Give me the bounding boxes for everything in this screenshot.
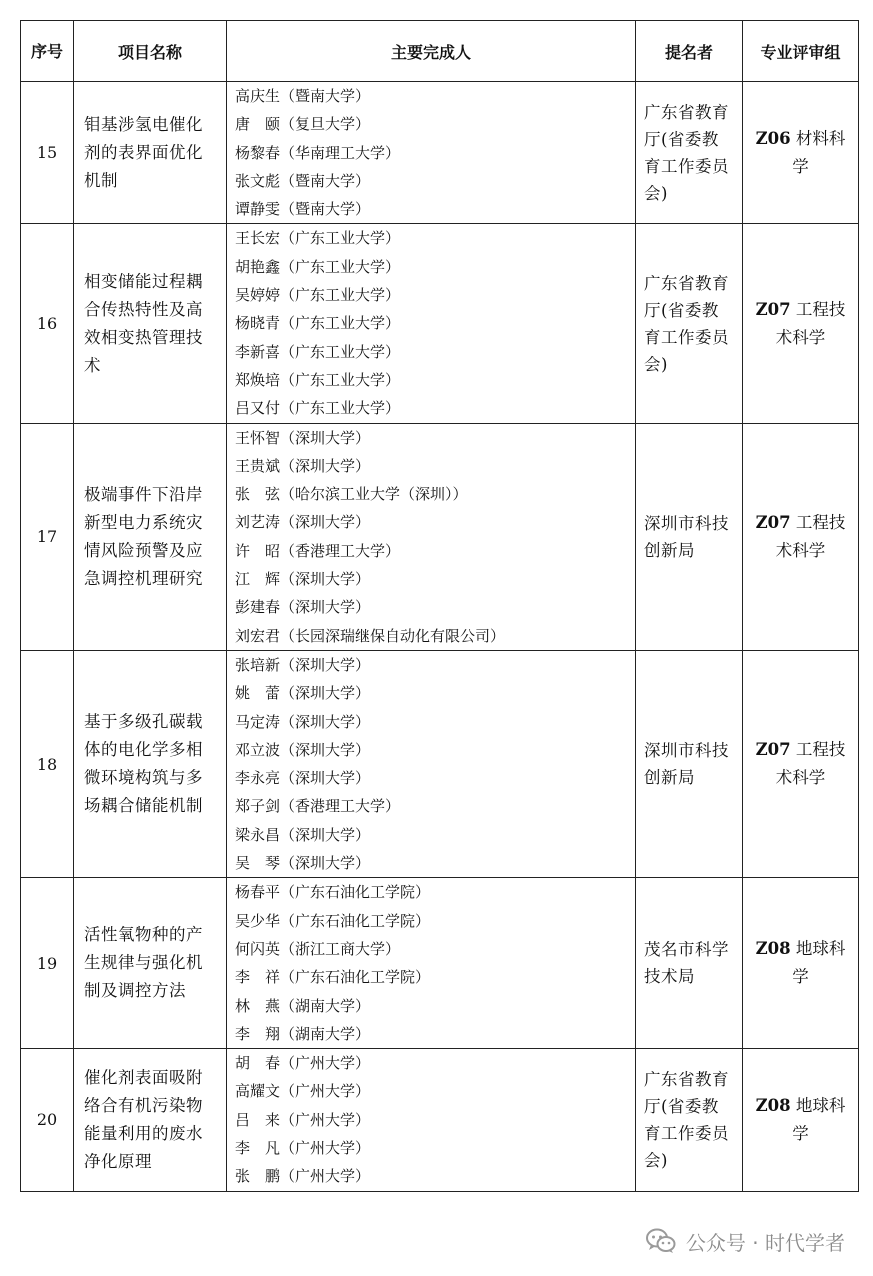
watermark [646,1224,845,1258]
person: 胡 春（广州大学） [235,1054,371,1073]
person: 吴 琴（深圳大学） [235,854,371,873]
header-no-text: 序号 [30,41,63,61]
people-list [227,82,636,224]
header-panel: 专业评审组 [743,21,859,82]
person: 林 燕（湖南大学） [235,996,371,1015]
person: 高耀文（广州大学） [235,1082,371,1101]
panel-name: 材料科学 [792,128,846,176]
person: 王长宏（广东工业大学） [235,229,401,248]
person: 梁永昌（深圳大学） [235,825,371,844]
project-name: 极端事件下沿岸新型电力系统灾情风险预警及应急调控机理研究 [74,423,227,650]
person: 王贵斌（深圳大学） [235,456,371,475]
review-panel [743,224,859,423]
person: 王怀智（深圳大学） [235,428,371,447]
table-row [21,423,859,650]
project-name: 相变储能过程耦合传热特性及高效相变热管理技术 [74,224,227,423]
person: 郑子剑（香港理工大学） [235,797,401,816]
row-number: 15 [21,82,74,224]
person: 杨春平（广东石油化工学院） [235,883,431,902]
person: 李永亮（深圳大学） [235,769,371,788]
table-row [21,1049,859,1191]
review-panel [743,423,859,650]
person: 谭静雯（暨南大学） [235,200,371,219]
row-number: 19 [21,878,74,1049]
project-name: 活性氧物种的产生规律与强化机制及调控方法 [74,878,227,1049]
person: 刘宏君（长园深瑞继保自动化有限公司） [235,626,506,645]
panel-code: Z07 [755,512,791,532]
person: 张文彪（暨南大学） [235,171,371,190]
person: 杨黎春（华南理工大学） [235,143,401,162]
person: 马定涛（深圳大学） [235,712,371,731]
row-number: 18 [21,650,74,877]
header-row [21,21,859,82]
project-name: 钼基涉氢电催化剂的表界面优化机制 [74,82,227,224]
nominator: 深圳市科技创新局 [636,650,743,877]
nominator: 茂名市科学技术局 [636,878,743,1049]
panel-code: Z07 [755,299,791,319]
awards-table [20,20,859,1192]
person: 吴少华（广东石油化工学院） [235,911,431,930]
nominator: 广东省教育厅(省委教育工作委员会) [636,82,743,224]
person: 邓立波（深圳大学） [235,740,371,759]
review-panel [743,82,859,224]
project-name: 基于多级孔碳载体的电化学多相微环境构筑与多场耦合储能机制 [74,650,227,877]
table-row [21,650,859,877]
review-panel [743,1049,859,1191]
person: 吕 来（广州大学） [235,1110,371,1129]
person: 张培新（深圳大学） [235,655,371,674]
person: 彭建春（深圳大学） [235,598,371,617]
person: 许 昭（香港理工大学） [235,541,401,560]
panel-name: 地球科学 [792,1095,846,1143]
person: 姚 蕾（深圳大学） [235,684,371,703]
nominator: 深圳市科技创新局 [636,423,743,650]
person: 李 翔（湖南大学） [235,1024,371,1043]
header-name: 项目名称 [74,21,227,82]
person: 郑焕培（广东工业大学） [235,370,401,389]
header-nominator: 提名者 [636,21,743,82]
people-list [227,423,636,650]
person: 杨晓青（广东工业大学） [235,314,401,333]
review-panel [743,650,859,877]
wechat-icon [646,1228,676,1254]
panel-code: Z06 [755,128,791,148]
nominator: 广东省教育厅(省委教育工作委员会) [636,1049,743,1191]
person: 李新喜（广东工业大学） [235,342,401,361]
people-list [227,878,636,1049]
row-number: 17 [21,423,74,650]
panel-name: 工程技术科学 [775,512,846,560]
person: 张 鹏（广州大学） [235,1167,371,1186]
header-people: 主要完成人 [227,21,636,82]
people-list [227,650,636,877]
panel-code: Z08 [755,939,791,959]
panel-name: 工程技术科学 [775,299,846,347]
table-body [21,82,859,1192]
person: 高庆生（暨南大学） [235,87,371,105]
header-no [21,21,74,82]
panel-name: 工程技术科学 [775,740,846,788]
table-row [21,82,859,224]
panel-code: Z07 [755,740,791,760]
person: 吴婷婷（广东工业大学） [235,286,401,305]
person: 张 弦（哈尔滨工业大学（深圳）） [235,485,468,504]
row-number: 16 [21,224,74,423]
watermark-text: 公众号 · 时代学者 [685,1230,845,1255]
people-list [227,224,636,423]
person: 李 凡（广州大学） [235,1138,371,1157]
people-list [227,1049,636,1191]
table-row [21,878,859,1049]
review-panel [743,878,859,1049]
row-number: 20 [21,1049,74,1191]
panel-code: Z08 [755,1095,791,1115]
table-row [21,224,859,423]
panel-name: 地球科学 [792,939,846,987]
person: 刘艺涛（深圳大学） [235,513,371,532]
person: 何闪英（浙江工商大学） [235,939,401,958]
person: 唐 颐（复旦大学） [235,115,371,134]
person: 胡艳鑫（广东工业大学） [235,257,401,276]
person: 江 辉（深圳大学） [235,570,371,589]
project-name: 催化剂表面吸附络合有机污染物能量利用的废水净化原理 [74,1049,227,1191]
nominator: 广东省教育厅(省委教育工作委员会) [636,224,743,423]
person: 李 祥（广东石油化工学院） [235,968,431,987]
person: 吕又付（广东工业大学） [235,399,401,418]
